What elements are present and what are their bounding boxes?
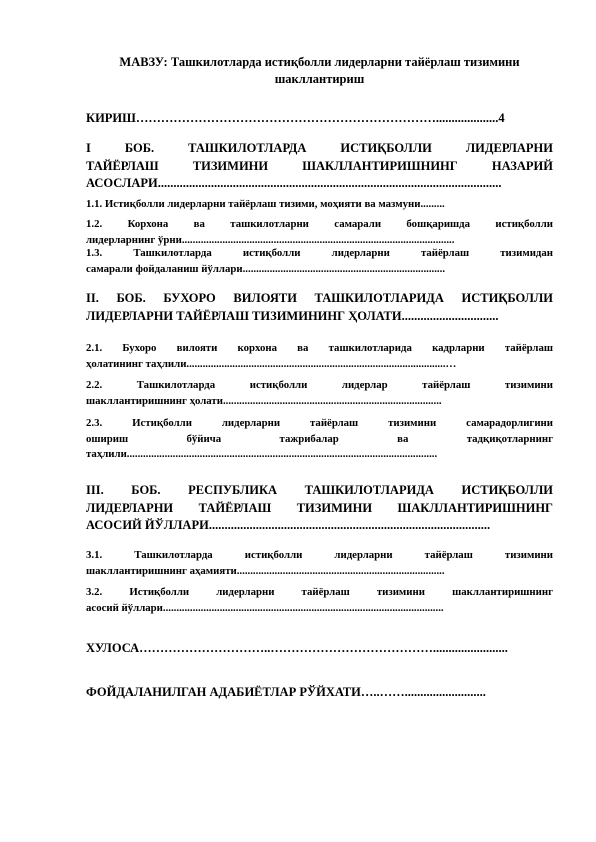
toc-section-2-1-line-2: ҳолатининг таҳлили................................................................................................… <box>86 357 457 370</box>
toc-section-1-3-line-2: самарали фойдаланиш йўллари........................................................................... <box>86 262 446 275</box>
toc-section-2-2-line-2: шакллантиришнинг ҳолати................................................................................. <box>86 394 442 407</box>
document-title: МАВЗУ: Ташкилотларда истиқболли лидерларни тайёрлаш тизимини шакллантириш <box>119 55 520 86</box>
toc-section-1-2-line-2: лидерларнинг ўрни..................................................................................................... <box>86 233 455 246</box>
toc-chapter-1 <box>86 140 553 193</box>
toc-section-2-1-line-1: 2.1. Бухоро вилояти корхона ва ташкилотларида кадрларни тайёрлаш <box>86 342 553 354</box>
toc-section-3-1-line-2: шакллантиришнинг аҳамияти............................................................................. <box>86 564 445 577</box>
toc-section-2-2-line-1: 2.2. Ташкилотларда истиқболли лидерлар тайёрлаш тизимини <box>86 379 553 391</box>
toc-chapter-2-line-2: ЛИДЕРЛАРНИ ТАЙЁРЛАШ ТИЗИМИНИНГ ҲОЛАТИ............................... <box>86 308 499 323</box>
toc-section-1-3-line-1: 1.3. Ташкилотларда истиқболли лидерларни тайёрлаш тизимидан <box>86 247 553 259</box>
toc-chapter-1-line-2: ТАЙЁРЛАШ ТИЗИМИНИ ШАКЛЛАНТИРИШНИНГ НАЗАРИЙ <box>86 158 553 173</box>
toc-section-3-2 <box>86 585 553 616</box>
toc-conclusion-text: ХУЛОСА…………………………..…………………………………........................ <box>86 641 508 655</box>
toc-intro <box>86 110 553 128</box>
toc-section-3-1-line-1: 3.1. Ташкилотларда истиқболли лидерларни тайёрлаш тизимини <box>86 549 553 561</box>
toc-section-2-2 <box>86 378 553 409</box>
toc-section-3-1 <box>86 548 553 579</box>
toc-chapter-3-line-3: АСОСИЙ ЙЎЛЛАРИ.......................................................................................... <box>86 518 491 532</box>
toc-section-1-3 <box>86 246 553 277</box>
toc-section-2-3-line-1: 2.3. Истиқболли лидерларни тайёрлаш тизимини самарадорлигини <box>86 417 553 429</box>
toc-chapter-1-line-3: АСОСЛАРИ.............................................................................................................. <box>86 176 502 190</box>
toc-section-1-2 <box>86 217 553 248</box>
toc-conclusion <box>86 640 553 658</box>
toc-section-3-2-line-1: 3.2. Истиқболли лидерларни тайёрлаш тизимини шакллантиришнинг <box>86 586 553 598</box>
toc-chapter-2 <box>86 290 553 325</box>
toc-references <box>86 684 553 702</box>
toc-chapter-2-line-1: II. БОБ. БУХОРО ВИЛОЯТИ ТАШКИЛОТЛАРИДА ИСТИҚБОЛЛИ <box>86 291 553 305</box>
toc-chapter-3-line-2: ЛИДЕРЛАРНИ ТАЙЁРЛАШ ТИЗИМИНИ ШАКЛЛАНТИРИШНИНГ <box>86 500 553 515</box>
toc-section-1-2-line-1: 1.2. Корхона ва ташкилотларни самарали бошқаришда истиқболли <box>86 218 553 230</box>
toc-chapter-3 <box>86 482 553 535</box>
toc-section-2-3-line-2: ошириш бўйича тажрибалар ва тадқиқотларнинг <box>86 432 553 445</box>
toc-section-2-3-line-3: таҳлили................................................................................................................... <box>86 448 438 460</box>
toc-section-2-1 <box>86 341 553 372</box>
toc-chapter-1-line-1: I БОБ. ТАШКИЛОТЛАРДА ИСТИҚБОЛЛИ ЛИДЕРЛАРНИ <box>86 141 553 155</box>
toc-section-1-1-text: 1.1. Истиқболли лидерларни тайёрлаш тизими, моҳияти ва мазмуни......... <box>86 198 445 210</box>
toc-section-1-1 <box>86 197 553 213</box>
toc-chapter-3-line-1: III. БОБ. РЕСПУБЛИКА ТАШКИЛОТЛАРИДА ИСТИҚБОЛЛИ <box>86 483 553 497</box>
toc-section-2-3 <box>86 416 553 463</box>
toc-intro-text: КИРИШ………………………………………………………………....................4 <box>86 111 505 125</box>
toc-references-text: ФОЙДАЛАНИЛГАН АДАБИЁТЛАР РЎЙХАТИ…..…….......................... <box>86 685 486 699</box>
toc-section-3-2-line-2: асосий йўллари........................................................................................................ <box>86 601 444 614</box>
